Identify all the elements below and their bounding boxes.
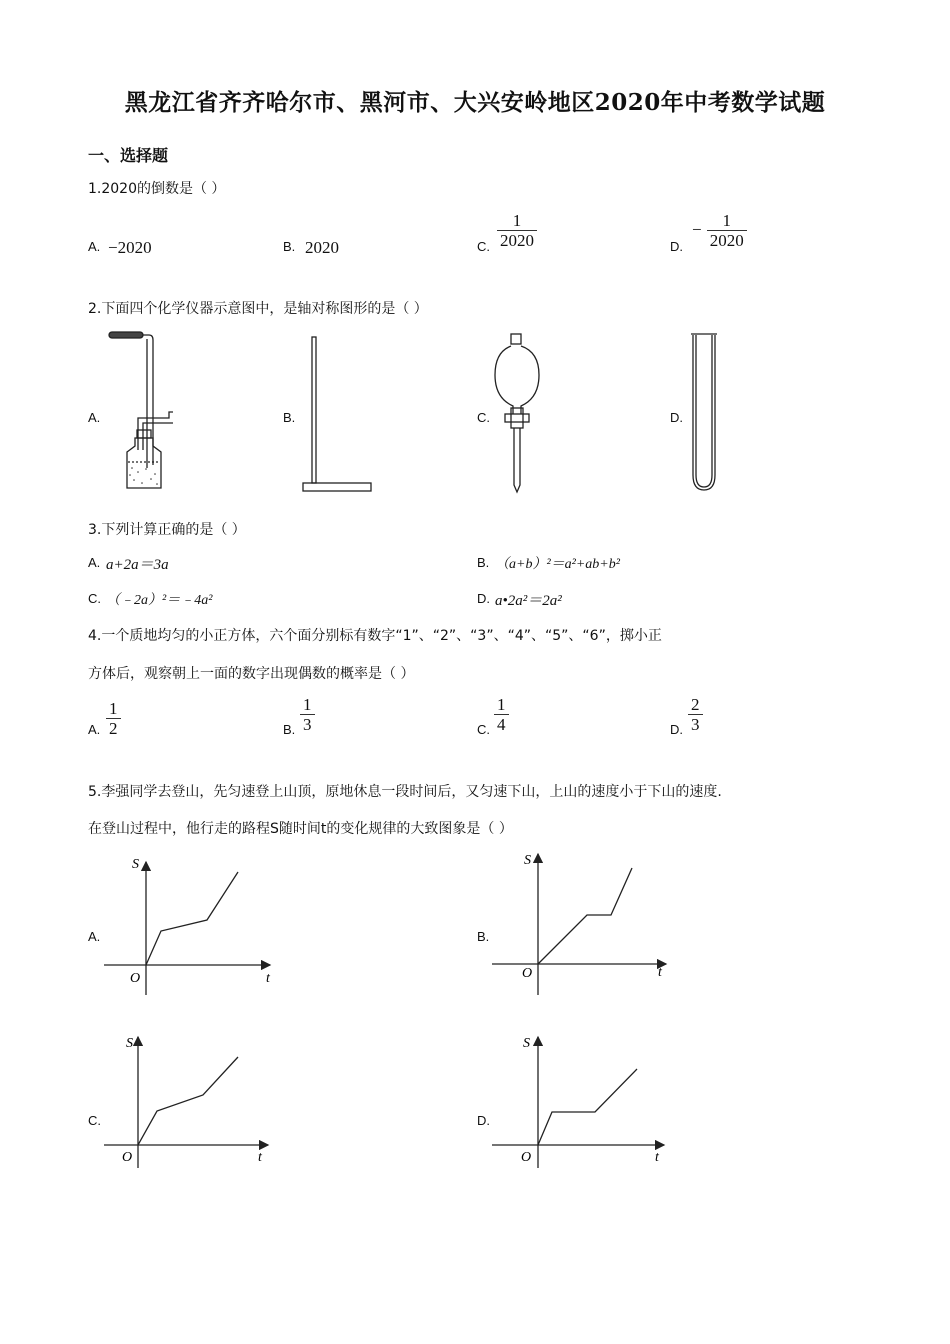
q1-option-d-label: D. [670,239,683,254]
question-5-stem-line1: 5.李强同学去登山，先匀速登上山顶，原地休息一段时间后，又匀速下山，上山的速度小于下山的速度. [88,784,722,800]
graph-d [488,1033,673,1173]
graph-a [100,850,285,1000]
question-5-stem-line2: 在登山过程中，他行走的路程S随时间t的变化规律的大致图象是（ ） [88,821,513,837]
q3-option-d-expression: a•2a²＝2a² [495,593,562,609]
graph-b-t-label: t [658,965,662,980]
graph-c-origin-label: O [122,1150,133,1165]
q3-option-c-expression: （﹣2a）²＝﹣4a² [106,593,213,608]
page-title: 黑龙江省齐齐哈尔市、黑河市、大兴安岭地区2020年中考数学试题 [124,89,826,116]
q5-option-a-label: A. [88,929,101,944]
graph-d-curve [538,1069,637,1145]
graph-c-curve [138,1057,238,1145]
gas-washing-bottle-icon [105,330,180,495]
graph-b-s-label: S [524,853,531,868]
q2-option-a-label: A. [88,410,101,425]
q2-option-b-label: B. [283,410,296,425]
q3-option-b-expression: （a+b）²＝a²+ab+b² [495,557,620,572]
fraction-numerator: 2 [691,695,700,714]
question-1-stem: 1.2020的倒数是（ ） [88,181,226,197]
fraction-denominator: 4 [494,714,509,734]
q3-option-d-label: D. [477,591,490,606]
fraction-denominator: 2020 [497,230,537,250]
graph-d-s-label: S [523,1036,530,1051]
q4-option-a-fraction [106,699,121,738]
graph-c-s-label: S [126,1036,133,1051]
q4-option-c-fraction [494,695,509,734]
graph-a-curve [146,872,238,965]
graph-b [488,850,673,1000]
q3-option-c-label: C. [88,591,101,606]
fraction-numerator: 1 [303,695,312,714]
graph-b-curve [538,868,632,964]
q4-option-c-label: C. [477,722,490,737]
fraction-denominator: 3 [300,714,315,734]
q5-option-d-label: D. [477,1113,490,1128]
q1-option-b-label: B. [283,239,296,254]
q4-option-b-label: B. [283,722,296,737]
fraction-denominator: 2020 [707,230,747,250]
q2-option-d-label: D. [670,410,683,425]
question-4-stem-line1: 4.一个质地均匀的小正方体，六个面分别标有数字“1”、“2”、“3”、“4”、“5”、“6”，掷小正 [88,628,662,644]
q4-option-b-fraction [300,695,315,734]
graph-a-s-label: S [132,857,139,872]
iron-stand-icon [295,335,380,495]
q2-option-c-label: C. [477,410,490,425]
section-heading: 一、选择题 [88,146,169,165]
graph-c [100,1033,285,1173]
question-4-stem-line2: 方体后，观察朝上一面的数字出现偶数的概率是（ ） [88,666,415,682]
fraction-denominator: 3 [688,714,703,734]
separatory-funnel-icon [485,330,550,495]
graph-a-t-label: t [266,971,270,986]
question-2-stem: 2.下面四个化学仪器示意图中，是轴对称图形的是（ ） [88,301,428,317]
q3-option-b-label: B. [477,555,490,570]
graph-a-origin-label: O [130,971,141,986]
q5-option-c-label: C. [88,1113,101,1128]
fraction-numerator: 1 [512,211,522,230]
q1-option-a-value: −2020 [108,238,152,257]
graph-b-origin-label: O [522,966,533,981]
test-tube-icon [685,330,725,495]
q4-option-a-label: A. [88,722,101,737]
graph-d-t-label: t [655,1150,659,1165]
q1-option-b-value: 2020 [305,238,339,257]
question-3-stem: 3.下列计算正确的是（ ） [88,522,246,538]
q1-option-d-fraction [692,211,747,250]
minus-sign: − [692,220,702,239]
q1-option-a-label: A. [88,239,101,254]
fraction-numerator: 1 [109,699,118,718]
q1-option-c-fraction [497,211,537,250]
fraction-numerator: 1 [722,211,731,230]
q1-option-c-label: C. [477,239,490,254]
q4-option-d-fraction [688,695,703,734]
q3-option-a-expression: a+2a＝3a [106,557,169,573]
fraction-numerator: 1 [497,695,506,714]
q5-option-b-label: B. [477,929,490,944]
q3-option-a-label: A. [88,555,101,570]
graph-c-t-label: t [258,1150,262,1165]
graph-d-origin-label: O [521,1150,532,1165]
q4-option-d-label: D. [670,722,683,737]
fraction-denominator: 2 [106,718,121,738]
